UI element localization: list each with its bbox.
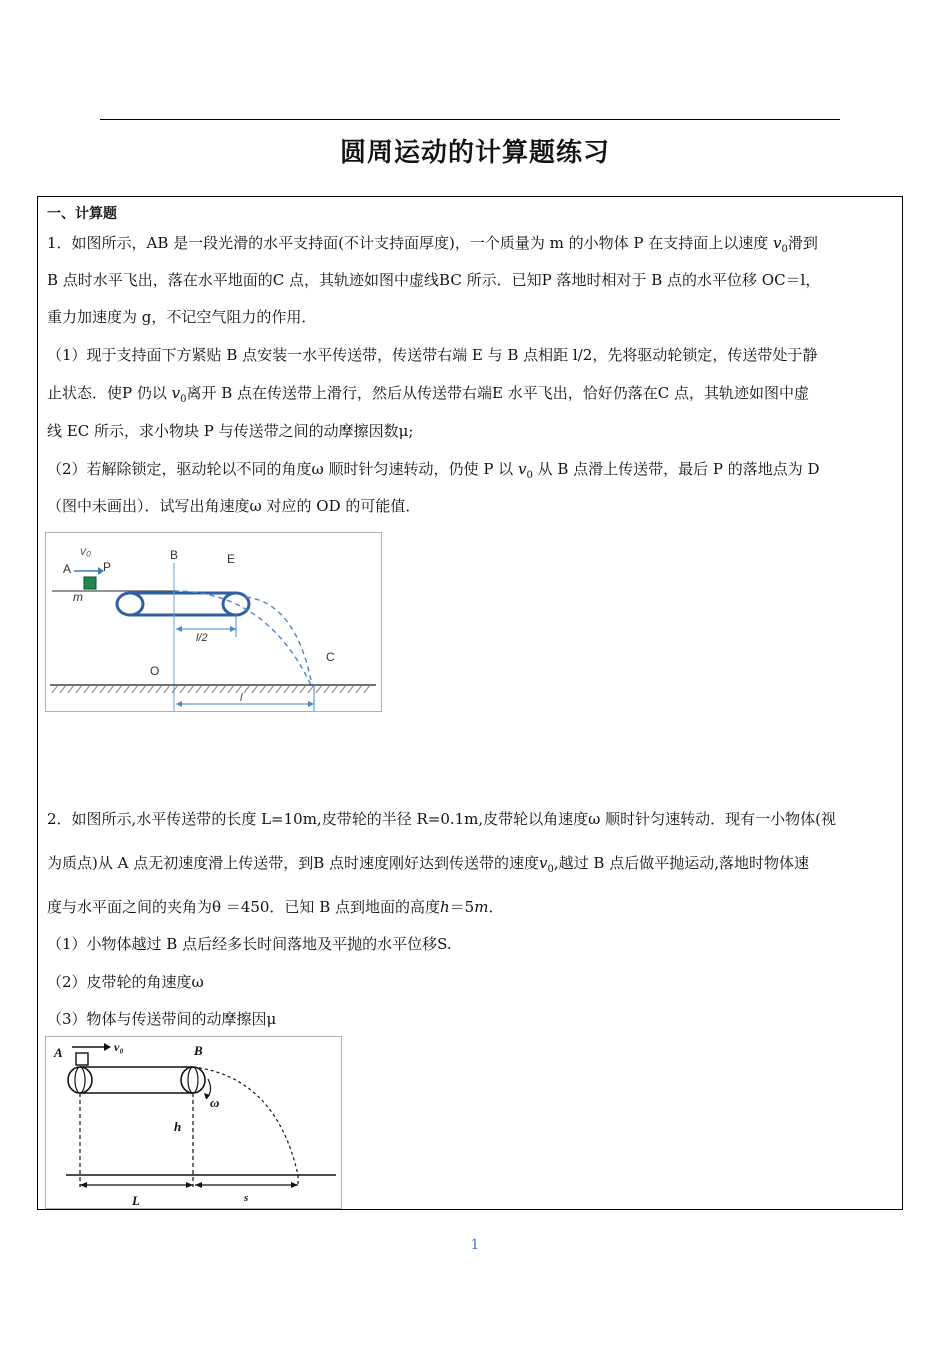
- label-m: m: [73, 590, 83, 604]
- q1-part1-line-3: 线 EC 所示，求小物块 P 与传送带之间的动摩擦因数μ;: [47, 422, 414, 440]
- q2-line-3: 度与水平面之间的夹角为θ ＝450．已知 B 点到地面的高度h＝5m．: [47, 898, 504, 916]
- q2-line-1: 2．如图所示,水平传送带的长度 L=10m,皮带轮的半径 R=0.1m,皮带轮以角速度ω 顺时针匀速转动．现有一小物体(视: [47, 810, 837, 828]
- q2-sub-1: （1）小物体越过 B 点后经多长时间落地及平抛的水平位移S.: [47, 935, 452, 953]
- q1-part2-line-1: （2）若解除锁定，驱动轮以不同的角度ω 顺时针匀速转动，仍使 P 以 $v_0$ 从 B 点滑上传送带，最后 P 的落地点为 D: [47, 460, 820, 481]
- section-heading: 一、计算题: [47, 206, 117, 222]
- page-title: 圆周运动的计算题练习: [339, 138, 610, 168]
- label-c: C: [326, 650, 335, 664]
- q2-sub-3: （3）物体与传送带间的动摩擦因μ: [47, 1010, 277, 1028]
- label-b: B: [170, 548, 179, 562]
- label-v0: v₀: [114, 1040, 124, 1054]
- q2-figure: [45, 1036, 342, 1209]
- label-s: s: [244, 1192, 249, 1204]
- label-p: P: [103, 560, 112, 574]
- q1-part1-line-1: （1）现于支持面下方紧贴 B 点安装一水平传送带，传送带右端 E 与 B 点相距 l/2，先将驱动轮锁定，传送带处于静: [47, 346, 818, 364]
- label-v0: v₀: [80, 544, 92, 558]
- label-l: l: [240, 692, 243, 704]
- q1-figure: [45, 532, 382, 712]
- label-h: h: [174, 1119, 182, 1134]
- label-a: A: [54, 1045, 63, 1060]
- label-b: B: [194, 1043, 203, 1058]
- q1-line-1: 1．如图所示，AB 是一段光滑的水平支持面(不计支持面厚度)，一个质量为 m 的小物体 P 在支持面上以速度 $v_0$滑到: [47, 234, 818, 255]
- q2-sub-2: （2）皮带轮的角速度ω: [47, 973, 204, 991]
- q1-line-2: B 点时水平飞出，落在水平地面的C 点，其轨迹如图中虚线BC 所示．已知P 落地时相对于 B 点的水平位移 OC＝l，: [47, 271, 821, 289]
- label-half-l: l/2: [196, 632, 208, 644]
- q2-line-2: 为质点)从 A 点无初速度滑上传送带，到B 点时速度刚好达到传送带的速度$v_0$,越过 B 点后做平抛运动,落地时物体速: [47, 854, 809, 875]
- label-o: O: [150, 664, 160, 678]
- block: [76, 1053, 88, 1065]
- label-a: A: [63, 562, 72, 576]
- q1-part1-line-2: 止状态．使P 仍以 $v_0$离开 B 点在传送带上滑行，然后从传送带右端E 水平飞出，恰好仍落在C 点，其轨迹如图中虚: [47, 384, 810, 405]
- block-p: [84, 577, 96, 589]
- q1-part2-line-2: （图中未画出）．试写出角速度ω 对应的 OD 的可能值．: [47, 497, 421, 515]
- label-e: E: [227, 552, 236, 566]
- label-omega: ω: [210, 1095, 220, 1110]
- q1-line-3: 重力加速度为 g，不记空气阻力的作用．: [47, 308, 317, 326]
- page-number: 1: [470, 1237, 480, 1253]
- label-L: L: [132, 1193, 140, 1208]
- header-rule: [100, 119, 840, 120]
